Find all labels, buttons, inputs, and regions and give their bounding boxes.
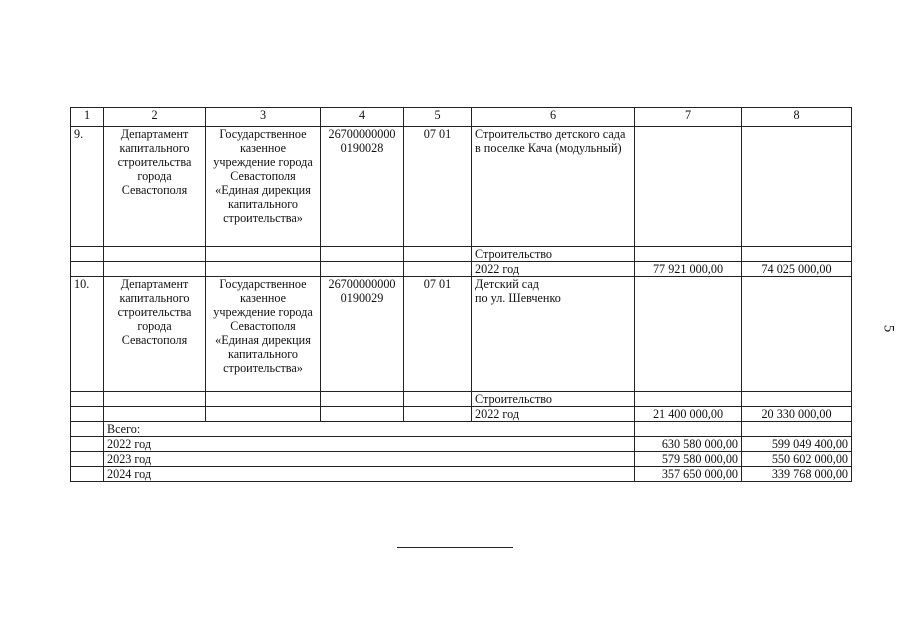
header-cell: 2 [104, 108, 206, 127]
empty-cell [104, 407, 206, 422]
code-line: 0190028 [340, 141, 384, 155]
empty-cell [635, 127, 742, 247]
empty-cell [104, 262, 206, 277]
totals-row [71, 437, 852, 452]
empty-cell [71, 247, 104, 262]
totals-year: 2024 год [104, 467, 635, 482]
code-line: 26700000000 [328, 277, 396, 291]
empty-cell [404, 247, 472, 262]
row-number: 9. [71, 127, 104, 247]
empty-cell [71, 262, 104, 277]
header-cell: 4 [321, 108, 404, 127]
institution-cell: Государственное казенное учреждение города Севастополя «Единая дирекция капитального строительства» [206, 277, 321, 392]
empty-cell [206, 407, 321, 422]
object-cell [472, 277, 635, 392]
totals-amount-8: 599 049 400,00 [742, 437, 852, 452]
empty-cell [71, 392, 104, 407]
object-line: по ул. Шевченко [475, 291, 561, 305]
totals-amount-7: 579 580 000,00 [635, 452, 742, 467]
header-cell: 1 [71, 108, 104, 127]
empty-cell [635, 277, 742, 392]
empty-cell [71, 407, 104, 422]
empty-cell [635, 422, 742, 437]
empty-cell [321, 262, 404, 277]
section-cell: 07 01 [404, 277, 472, 392]
empty-cell [742, 247, 852, 262]
totals-label-row [71, 422, 852, 437]
totals-amount-8: 550 602 000,00 [742, 452, 852, 467]
code-line: 26700000000 [328, 127, 396, 141]
institution-cell: Государственное казенное учреждение города Севастополя «Единая дирекция капитального строительства» [206, 127, 321, 247]
amount-8-cell: 20 330 000,00 [742, 407, 852, 422]
object-cell: Строительство детского сада в поселке Кача (модульный) [472, 127, 635, 247]
year-cell: 2022 год [472, 407, 635, 422]
table-row [71, 127, 852, 247]
empty-cell [206, 392, 321, 407]
code-cell [321, 277, 404, 392]
empty-cell [71, 467, 104, 482]
empty-cell [742, 422, 852, 437]
empty-cell [404, 407, 472, 422]
header-cell: 8 [742, 108, 852, 127]
empty-cell [635, 392, 742, 407]
department-cell: Департамент капитального строительства города Севастополя [104, 127, 206, 247]
totals-row [71, 467, 852, 482]
page-number: 5 [880, 324, 897, 333]
totals-year: 2023 год [104, 452, 635, 467]
header-cell: 7 [635, 108, 742, 127]
empty-cell [206, 247, 321, 262]
table-row [71, 392, 852, 407]
empty-cell [635, 247, 742, 262]
empty-cell [71, 422, 104, 437]
empty-cell [104, 247, 206, 262]
department-cell: Департамент капитального строительства города Севастополя [104, 277, 206, 392]
empty-cell [104, 392, 206, 407]
header-cell: 5 [404, 108, 472, 127]
budget-table [70, 107, 852, 482]
header-row [71, 108, 852, 127]
work-type-cell: Строительство [472, 392, 635, 407]
code-cell [321, 127, 404, 247]
section-cell: 07 01 [404, 127, 472, 247]
table-row [71, 277, 852, 392]
empty-cell [742, 127, 852, 247]
footer-divider [397, 547, 513, 548]
table-row [71, 407, 852, 422]
totals-amount-7: 630 580 000,00 [635, 437, 742, 452]
table-row [71, 262, 852, 277]
amount-8-cell: 74 025 000,00 [742, 262, 852, 277]
row-number: 10. [71, 277, 104, 392]
year-cell: 2022 год [472, 262, 635, 277]
header-cell: 3 [206, 108, 321, 127]
header-cell: 6 [472, 108, 635, 127]
table-row [71, 247, 852, 262]
empty-cell [321, 247, 404, 262]
empty-cell [71, 452, 104, 467]
empty-cell [206, 262, 321, 277]
empty-cell [404, 262, 472, 277]
empty-cell [742, 277, 852, 392]
code-line: 0190029 [340, 291, 384, 305]
amount-7-cell: 77 921 000,00 [635, 262, 742, 277]
work-type-cell: Строительство [472, 247, 635, 262]
totals-amount-8: 339 768 000,00 [742, 467, 852, 482]
empty-cell [742, 392, 852, 407]
totals-amount-7: 357 650 000,00 [635, 467, 742, 482]
empty-cell [404, 392, 472, 407]
totals-year: 2022 год [104, 437, 635, 452]
totals-row [71, 452, 852, 467]
totals-label: Всего: [104, 422, 635, 437]
empty-cell [321, 392, 404, 407]
empty-cell [321, 407, 404, 422]
amount-7-cell: 21 400 000,00 [635, 407, 742, 422]
empty-cell [71, 437, 104, 452]
object-line: Детский сад [475, 277, 539, 291]
